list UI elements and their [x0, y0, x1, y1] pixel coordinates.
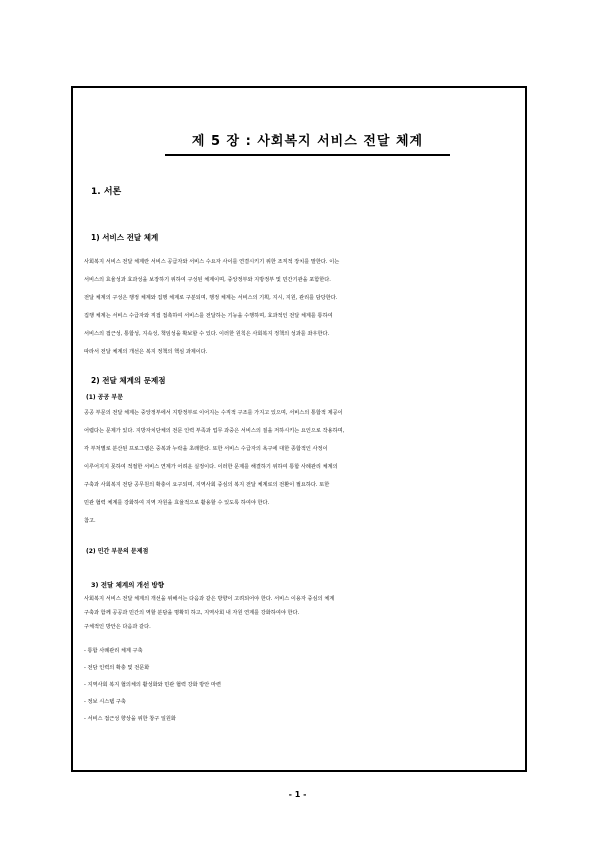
paragraph-line: 사회복지 서비스 전달 체계란 서비스 공급자와 서비스 수요자 사이를 연결시키기 위한 조직적 장치를 말한다. 이는 — [84, 259, 340, 265]
paragraph-line: 서비스의 접근성, 통합성, 지속성, 책임성을 확보할 수 있다. 이러한 원칙은 사회복지 정책의 성과를 좌우한다. — [84, 331, 330, 337]
paragraph-line: 구축과 함께 공공과 민간의 역할 분담을 명확히 하고, 지역사회 내 자원 연계를 강화하여야 한다. — [84, 610, 300, 616]
paragraph-1 — [84, 253, 514, 361]
paragraph-line: 사회복지 서비스 전달 체계의 개선을 위해서는 다음과 같은 방향이 고려되어야 한다. 서비스 이용자 중심의 체계 — [84, 596, 335, 602]
paragraph-line: 구축과 사회복지 전담 공무원의 확충이 요구되며, 지역사회 중심의 복지 전달 체계로의 전환이 필요하다. 또한 — [84, 482, 330, 488]
subsection-subheading-2: (1) 공공 부문 — [86, 394, 124, 401]
paragraph-line: 민관 협력 체계를 강화하여 지역 자원을 효율적으로 활용할 수 있도록 하여야 한다. — [84, 500, 270, 506]
paragraph-line: 전달 체계의 구성은 행정 체계와 집행 체계로 구분되며, 행정 체계는 서비스의 기획, 지시, 지원, 관리를 담당한다. — [84, 295, 338, 301]
page-number: - 1 - — [288, 790, 307, 799]
paragraph-line: 어렵다는 문제가 있다. 지방자치단체의 전문 인력 부족과 업무 과중은 서비스의 질을 저하시키는 요인으로 작용하며, — [84, 428, 345, 434]
bullet-list — [84, 643, 504, 728]
paragraph-line: 공공 부문의 전달 체계는 중앙정부에서 지방정부로 이어지는 수직적 구조를 가지고 있으며, 서비스의 통합적 제공이 — [84, 410, 343, 416]
paragraph-line: 구체적인 방안은 다음과 같다. — [84, 624, 151, 630]
document-title: 제 5 장 : 사회복지 서비스 전달 체계 — [191, 134, 424, 149]
paragraph-line: 서비스의 효율성과 효과성을 보장하기 위하여 구성된 체계이며, 중앙정부와 지방정부 및 민간기관을 포함한다. — [84, 277, 331, 283]
paragraph-line: 이루어지지 못하여 적절한 서비스 연계가 어려운 실정이다. 이러한 문제를 해결하기 위하여 통합 사례관리 체계의 — [84, 464, 338, 470]
subsection-heading-4: 3) 전달 체계의 개선 방향 — [91, 581, 165, 589]
list-item: - 지역사회 복지 협의체의 활성화와 민관 협력 강화 방안 마련 — [84, 682, 221, 688]
paragraph-line: 참고. — [84, 518, 96, 524]
paragraph-4 — [84, 592, 514, 634]
list-item: - 정보 시스템 구축 — [84, 699, 126, 705]
paragraph-2 — [84, 404, 514, 530]
section-heading: 1. 서론 — [91, 187, 122, 197]
paragraph-line: 따라서 전달 체계의 개선은 복지 정책의 핵심 과제이다. — [84, 349, 208, 355]
list-item: - 통합 사례관리 체계 구축 — [84, 648, 143, 654]
list-item: - 서비스 접근성 향상을 위한 창구 일원화 — [84, 716, 176, 722]
title-underline — [165, 154, 450, 156]
paragraph-line: 집행 체계는 서비스 수급자와 직접 접촉하여 서비스를 전달하는 기능을 수행하며, 효과적인 전달 체계를 통하여 — [84, 313, 333, 319]
subsection-heading-1: 1) 서비스 전달 체계 — [91, 233, 159, 242]
list-item: - 전담 인력의 확충 및 전문화 — [84, 665, 150, 671]
subsection-heading-3: (2) 민간 부문의 문제점 — [86, 548, 149, 555]
paragraph-line: 각 부처별로 분산된 프로그램은 중복과 누락을 초래한다. 또한 서비스 수급자의 욕구에 대한 종합적인 사정이 — [84, 446, 328, 452]
subsection-heading-2: 2) 전달 체계의 문제점 — [91, 376, 166, 385]
